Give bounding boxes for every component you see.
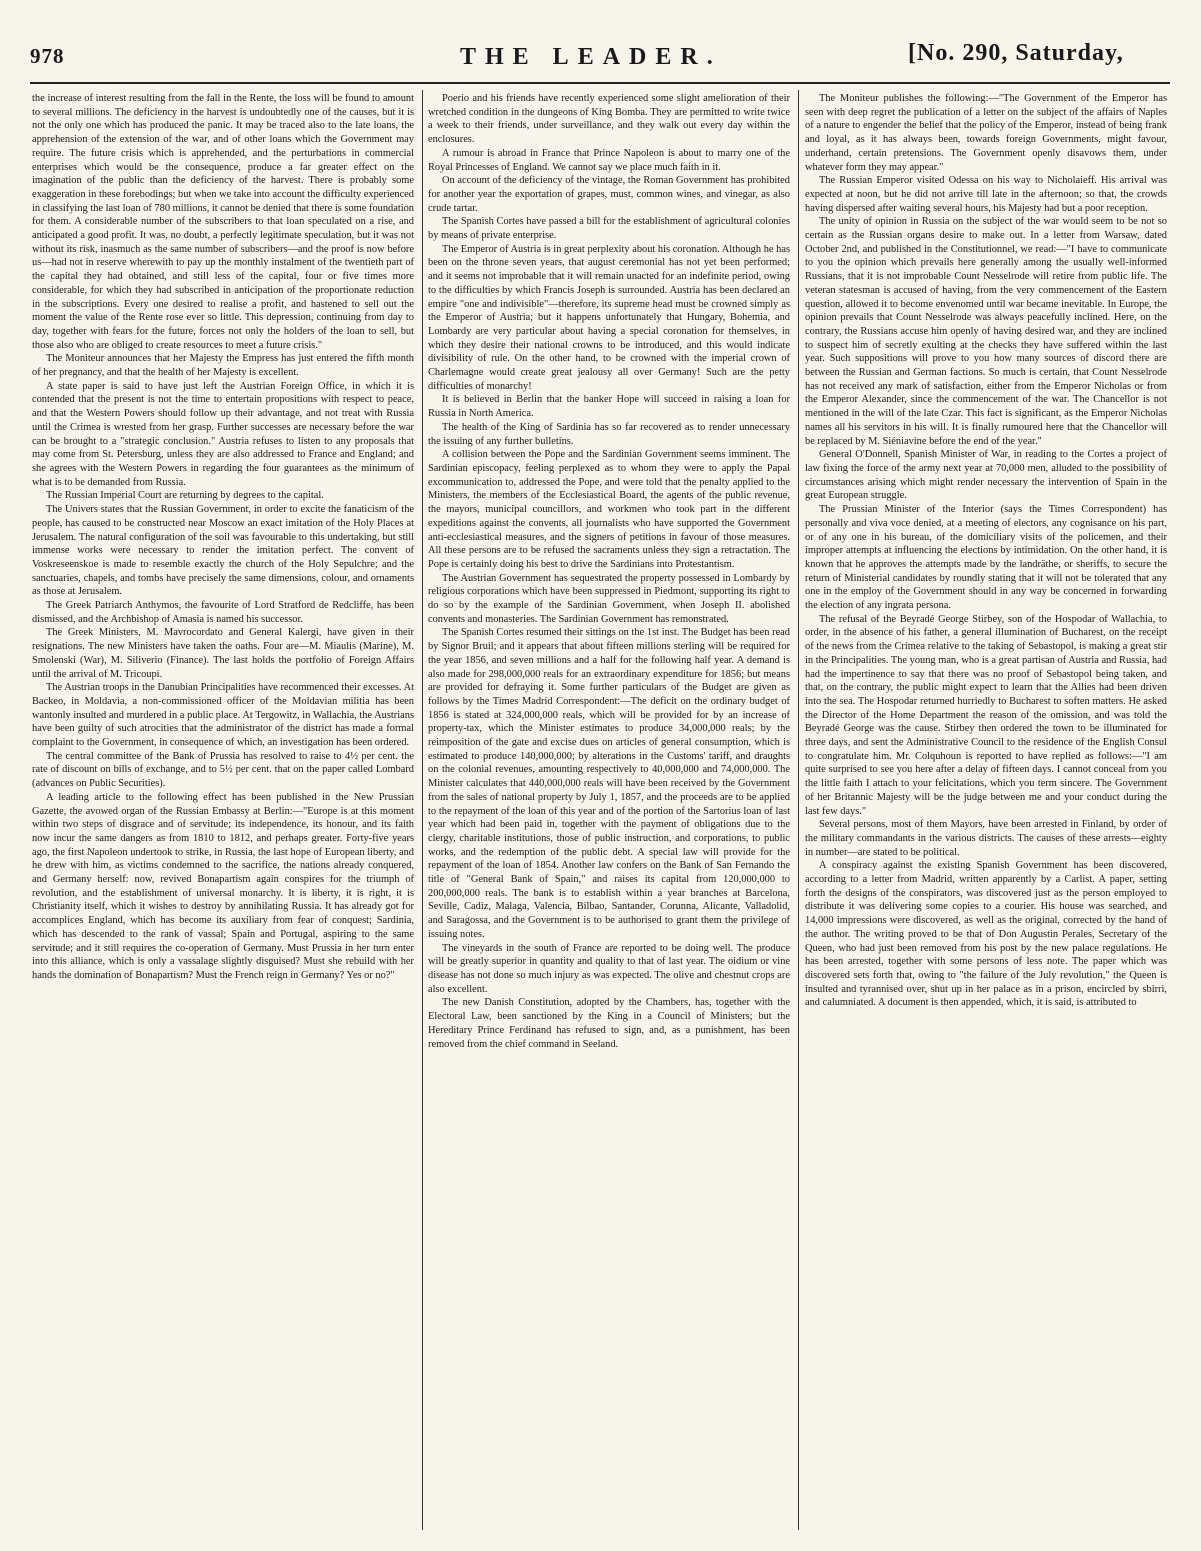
paragraph: The Austrian troops in the Danubian Principalities have recommenced their excesses. At Backeo, in Moldavia, a non-commissioned officer of the Moldavian militia has been wantonly insulted and murdered in a public place. At Tergowitz, in Wallachia, the Austrians have been guilty of such atrocities that the administrator of the district has made a formal complaint to the Government, in consequence of which, an investigation has been ordered. <box>32 682 414 749</box>
paragraph: The vineyards in the south of France are reported to be doing well. The produce will be greatly superior in quantity and quality to that of last year. The oidium or vine disease has not done so much injury as was expected. The olive and chestnut crops are also excellent. <box>428 942 790 995</box>
paragraph: Several persons, most of them Mayors, have been arrested in Finland, by order of the military commandants in the various districts. The causes of these arrests—eighty in number—are stated to be political. <box>805 819 1167 858</box>
paragraph: On account of the deficiency of the vintage, the Roman Government has prohibited for another year the exportation of grapes, must, common wines, and vinegar, as also crude tartar. <box>428 175 790 214</box>
paragraph: The unity of opinion in Russia on the subject of the war would seem to be not so certain as the Russian organs desire to make out. In a letter from Warsaw, dated October 2nd, and published in the Constitutionnel, we read:—"I have to communicate to you the opinion which prevails here generally among the usually well-informed Russians, that it is not improbable Count Nesselrode will retire from public life. The veteran statesman is accused of having, from the very commencement of the Eastern question, allowed it to become envenomed until war became inevitable. In Europe, the opinion prevails that Count Nesselrode was always peacefully inclined. Here, on the contrary, the Russians accuse him openly of having desired war, and they are inclined to suspect him of secretly exulting at the checks they have suffered within the last year. Such suppositions will prove to you how many sources of discord there are between the Russian and German factions. So much is certain, that Count Nesselrode has not received any mark of satisfaction, either from the Emperor Nicholas or from the Emperor Alexander, since the commencement of the war. The Chancellor is not mentioned in the will of the late Czar. This fact is significant, as the Emperor Nicholas names all his servitors in his will. It is finally rumoured here that the Chancellor will be replaced by M. Siéniavine before the end of the year." <box>805 216 1167 447</box>
paragraph: The Moniteur announces that her Majesty the Empress has just entered the fifth month of her pregnancy, and that the health of her Majesty is excellent. <box>32 353 414 379</box>
paragraph: General O'Donnell, Spanish Minister of War, in reading to the Cortes a project of law fixing the force of the army next year at 70,000 men, alluded to the possibility of circumstances arising which might render necessary the intervention of Spain in the great European struggle. <box>805 449 1167 502</box>
paragraph: The Emperor of Austria is in great perplexity about his coronation. Although he has been on the throne seven years, that august ceremonial has not yet been performed; and it seems not improbable that it will remain unacted for an indefinite period, owing to the difficulties by which Francis Joseph is surrounded. Austria has been declared an empire "one and indivisible"—therefore, its supreme head must be crowned simply as the Emperor of Austria; but it happens unfortunately that Hungary, Bohemia, and Lombardy are very particular about having a special coronation for themselves, in which they desire their national crowns to be introduced, and this would indicate divisibility of rule. On the other hand, to be crowned with the imperial crown of Charlemagne would create great jealousy all over Germany! Such are the petty difficulties of monarchy! <box>428 243 790 392</box>
paragraph: It is believed in Berlin that the banker Hope will succeed in raising a loan for Russia in North America. <box>428 394 790 420</box>
column-1 <box>32 92 414 1532</box>
header-rule <box>30 82 1170 84</box>
paragraph: The Russian Imperial Court are returning by degrees to the capital. <box>46 490 324 502</box>
paragraph: The refusal of the Beyradé George Stirbey, son of the Hospodar of Wallachia, to order, in the absence of his father, a general illumination of Bucharest, on the receipt of the news from the Crimea relative to the taking of Sebastopol, is making a great stir in the Principalities. The young man, who is a great partisan of Austria and Russia, had had the impertinence to say that there was no proof of Sebastopol being taken, and that, on the contrary, the public might expect to learn that the Allies had been driven into the sea. The Hospodar returned hurriedly to Bucharest to soften matters. He asked the Director of the Home Department the reason of the omission, and was told the Beyradé George was the cause. Stirbey then ordered the town to be illuminated for three days, and sent the Administrative Council to the residence of the English Consul to congratulate him. Mr. Colquhoun is reported to have replied as follows:—"I am quite surprised to see you here after a delay of fifteen days. I cannot conceal from you the little faith I attach to your felicitations, which you term sincere. The Government of her Britannic Majesty will be the judge between me and your conduct during the last few days." <box>805 613 1167 817</box>
paragraph: A collision between the Pope and the Sardinian Government seems imminent. The Sardinian episcopacy, feeling perplexed as to whom they were to apply the Papal excommunication to, addressed the Pope, and were told that the penalty applied to the Ministers, the members of the Ecclesiastical Board, the agents of the public revenue, the mayors, municipal councillors, and workmen who took part in the different expeditions against the convents, all journalists who have supported the Government anti-ecclesiastical measures, and the signers of petitions in favour of those measures. All these persons are to be refused the sacraments unless they sign a retractation. The Pope is certainly doing his best to drive the Sardinians into Protestantism. <box>428 449 790 570</box>
paragraph: A state paper is said to have just left the Austrian Foreign Office, in which it is contended that the present is not the time to entertain propositions with respect to peace, and that the Western Powers should follow up their advantage, and not treat with Russia until the Crimea is wrested from her grasp. Further successes are necessary before the war can be brought to a "strategic conclusion." Austria refuses to listen to any proposals that may come from St. Petersburg, unless they are also addressed to France and England; and she agrees with the Western Powers in regarding the four guarantees as the minimum of what is to be demanded from Russia. <box>32 380 414 488</box>
paragraph: The Russian Emperor visited Odessa on his way to Nicholaieff. His arrival was expected at noon, but he did not arrive till late in the afternoon; so that, the crowds having dispersed after waiting several hours, his Majesty had but a poor reception. <box>805 175 1167 214</box>
paragraph: The central committee of the Bank of Prussia has resolved to raise to 4½ per cent. the rate of discount on bills of exchange, and to 5½ per cent. that on the paper called Lombard (advances on Public Securities). <box>32 750 414 790</box>
paragraph: The Spanish Cortes resumed their sittings on the 1st inst. The Budget has been read by Signor Bruil; and it appears that about fifteen millions sterling will be required for the year 1856, and seven millions and a half for the following half year. A demand is also made for 298,000,000 reals for an extraordinary expenditure for 1856; but means are provided for defraying it. Some further particulars of the Budget are given as follows by the Times Madrid Correspondent:—The deficit on the ordinary budget of 1856 is stated at 324,000,000 reals, which will be provided for by an increase of property-tax, which the Minister estimates to produce 34,000,000 reals; by the reimposition of the gate and excise dues on articles of general consumption, which is estimated to produce 140,000,000; by alterations in the Customs' tariff, and draughts on the colonial revenues, amounting respectively to 40,000,000 and 74,000,000. The Minister calculates that 440,000,000 reals will have been received by the Government from the sales of national property by July 1, 1857, and the proceeds are to be applied to the repayment of the loan of this year and of the portion of the Sartorius loan of last year which had been paid in, together with the payment of obligations due to the clergy, charitable institutions, those of public instruction, and corporations, to public works, and the redemption of the public debt. A special law will provide for the repayment of the loan of 1854. Another law confers on the Bank of San Fernando the title of "General Bank of Spain," and raises its capital from 120,000,000 to 200,000,000 reals. The bank is to establish within a year branches at Barcelona, Seville, Cadiz, Malaga, Valencia, Bilbao, Santander, Corunna, Alicante, Valladolid, and Saragossa, and the Government is to be authorised to grant them the privilege of issuing notes. <box>428 627 790 940</box>
page-number: 978 <box>30 44 65 68</box>
column-divider <box>798 90 799 1530</box>
paragraph: The new Danish Constitution, adopted by the Chambers, has, together with the Electoral Law, been sanctioned by the King in a Council of Ministers; but the Hereditary Prince Ferdinand has refused to sign, and, as a punishment, has been removed from the chief command in Seeland. <box>428 997 790 1050</box>
paragraph: The Austrian Government has sequestrated the property possessed in Lombardy by religious corporations which have been suppressed in Piedmont, supporting its right to do so by the example of the Sardinian Government, when Joseph II. abolished convents and monasteries. The Sardinian Government has remonstrated. <box>428 572 790 625</box>
paragraph: Poerio and his friends have recently experienced some slight amelioration of their wretched condition in the dungeons of King Bomba. They are permitted to write twice a week to their friends, under surveillance, and they walk out every day within the enclosures. <box>428 93 790 146</box>
paragraph: A conspiracy against the existing Spanish Government has been discovered, according to a letter from Madrid, written apparently by a Carlist. A paper, setting forth the designs of the conspirators, was discovered just as the person employed to distribute it was delivering some copies to a courier. His house was searched, and 14,000 impressions were discovered, as well as the original, corrected by the hand of the author. The writing proved to be that of Don Augustin Perales, Secretary of the Queen, who had just been removed from his post by the new palace regulations. He has been arrested, together with some persons of less note. The paper which was discovered sets forth that, owing to "the failure of the July revolution," the Queen is insulted and tyrannised over, shut up in her palace as in a prison, encircled by sbirri, and calumniated. A document is then appended, which, it is said, is attributed to <box>805 860 1167 1009</box>
newspaper-title: THE LEADER. <box>460 44 722 70</box>
article-columns <box>30 86 1170 1531</box>
column-2 <box>428 92 790 1532</box>
column-divider <box>422 90 423 1530</box>
paragraph: The Prussian Minister of the Interior (says the Times Correspondent) has personally and viva voce denied, at a meeting of electors, any cognisance on his part, or of any one in his bureau, of the domiciliary visits of the policemen, and their improper attempts at influencing the elections by intimidation. On the other hand, it is known that he approves the attempts made by the landräthe, or sheriffs, to secure the return of Ministerial candidates by roundly stating that it will not be tolerated that any one in the employ of the Government should in any way be concerned in forwarding the election of any ingrata persona. <box>805 504 1167 612</box>
paragraph: The Greek Ministers, M. Mavrocordato and General Kalergi, have given in their resignations. The new Ministers have taken the oaths. Four are—M. Miaulis (Marine), M. Smolenski (War), M. Siliverio (Finance). The last holds the portfolio of Foreign Affairs until the arrival of M. Tricoupi. <box>32 627 414 680</box>
paragraph: A rumour is abroad in France that Prince Napoleon is about to marry one of the Royal Princesses of England. We cannot say we place much faith in it. <box>428 147 790 173</box>
column-3 <box>805 92 1167 1532</box>
page-header <box>0 0 1201 80</box>
paragraph: A leading article to the following effect has been published in the New Prussian Gazette, the avowed organ of the Russian Embassy at Berlin:—"Europe is at this moment within two steps of disgrace and of servitude; its independence, its honour, and its faith now incur the same dangers as from 1810 to 1812, and perhaps greater. Forty-five years ago, the first Napoleon undertook to strike, in Russia, the last hope of European liberty, and he drew with him, as victims condemned to the sacrifice, the nations already conquered, and Germany herself: now, revived Bonapartism again conspires for the triumph of revolution, and the establishment of universal monarchy. It is liberty, it is right, it is Christianity itself, which it wishes to destroy by annihilating Russia. It has already got for accomplices England, which has become its auxiliary from fear of conquest; Sardinia, which has descended to the rank of vassal; Spain and Portugal, aspiring to the same servitude; and it still requires the co-operation of Germany. Must Prussia in her turn enter into this alliance, which is only a vassalage slightly disguised? Must she rebuild with her hands the domination of Bonapartism? Must the French reign in Germany? Yes or no?" <box>32 791 414 981</box>
paragraph: the increase of interest resulting from the fall in the Rente, the loss will be found to amount to several millions. The deficiency in the harvest is undoubtedly one of the causes, but it is not the only one which has produced the panic. It may be traced also to the late loans, the apprehension of the extension of the war, and of other loans which the Government may require. The future crisis which is apprehended, and the perturbations in commercial enterprises which would be the consequence, produce a far greater effect on the imagination of the public than the deficiency of the harvest. There is probably some exaggeration in these forebodings; but when we take into account the difficulty experienced in classifying the last loan of 780 millions, it cannot be denied that there is some foundation for them. A considerable number of the subscribers to that loan speculated on a rise, and anticipated a good profit. It was, no doubt, a perfectly legitimate speculation, but it was not without its risk, inasmuch as the same number of subscribers—and the proof is now before us—had not in reserve wherewith to pay up the monthly instalment of the twentieth part of the capital they had obtained, and still less of the capital, four or five times more considerable, for which they had subscribed in anticipation of the proportionate reduction in the subscriptions. Every one desired to realise a profit, and hastened to sell out the moment the value of the Rente rose ever so little. This depression, continuing from day to day, together with fears for the future, forces not only the holders of the loan to sell, but those also who are obliged to create resources to meet a future crisis." <box>32 93 414 351</box>
paragraph: The Moniteur publishes the following:—"The Government of the Emperor has seen with deep regret the publication of a letter on the subject of the affairs of Naples of a nature to engender the belief that the policy of the Emperor, instead of being frank and loyal, as it has always been, towards foreign Governments, might favour, underhand, certain pretensions. The Government openly disavows them, under whatever form they may appear." <box>805 93 1167 173</box>
paragraph: The Greek Patriarch Anthymos, the favourite of Lord Stratford de Redcliffe, has been dismissed, and the Archbishop of Amasia is named his successor. <box>32 600 414 625</box>
paragraph: The Univers states that the Russian Government, in order to excite the fanaticism of the people, has caused to be constructed near Moscow an exact imitation of the Holy Places at Jerusalem. The natural configuration of the soil was favourable to this undertaking, but still immense works were necessary to render the imitation perfect. The convent of Voskreseenskoe is made to resemble exactly the church of the Holy Sepulchre; and the sanctuaries, chapels, and tombs have precisely the same dimensions, colour, and ornaments as those at Jerusalem. <box>32 504 414 598</box>
paragraph: The health of the King of Sardinia has so far recovered as to render unnecessary the issuing of any further bulletins. <box>428 421 790 447</box>
paragraph: The Spanish Cortes have passed a bill for the establishment of agricultural colonies by means of private enterprise. <box>428 216 790 242</box>
issue-number: [No. 290, Saturday, <box>908 40 1124 66</box>
